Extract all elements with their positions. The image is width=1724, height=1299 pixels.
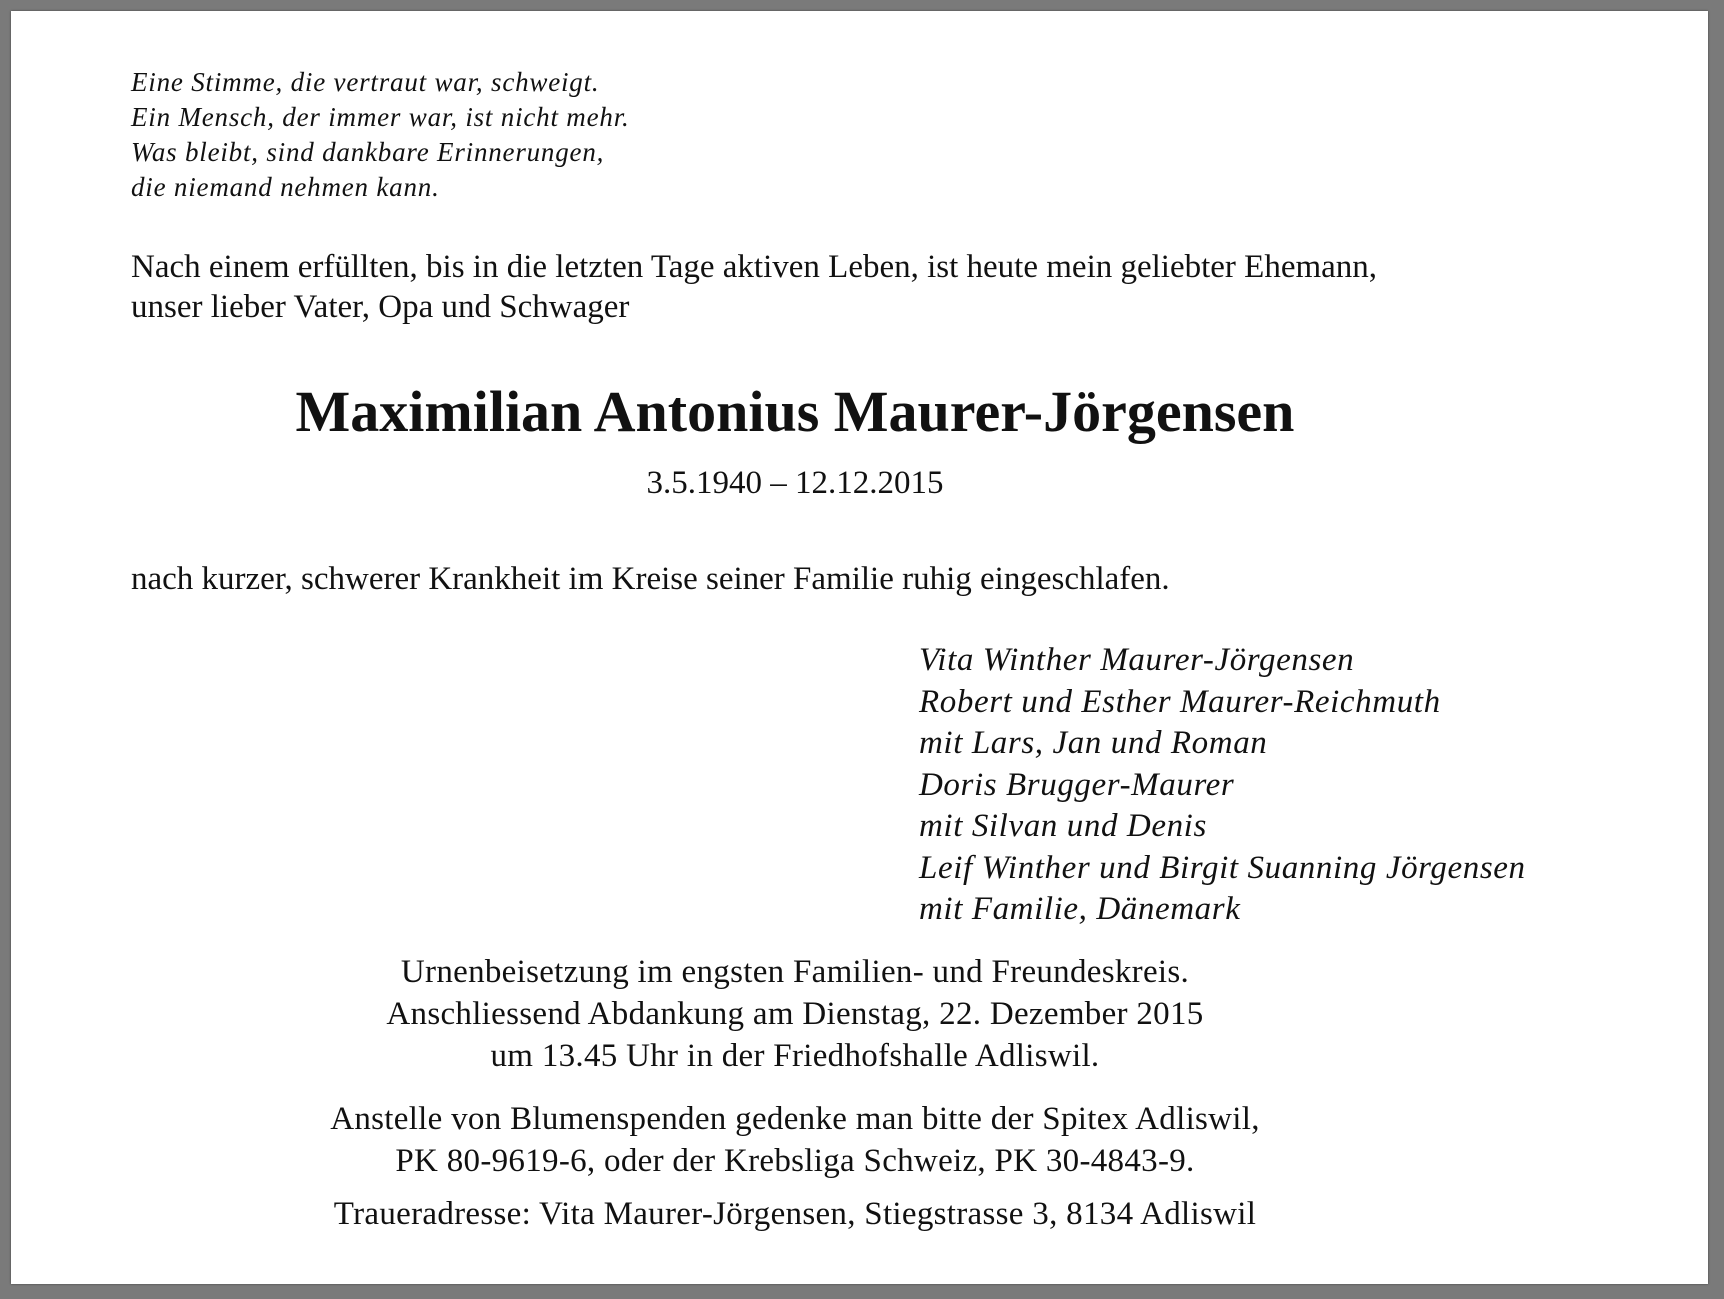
funeral-line: Anschliessend Abdankung am Dienstag, 22. Dezember 2015 [386,996,1204,1032]
intro-text [131,247,1377,327]
funeral-line: um 13.45 Uhr in der Friedhofshalle Adliswil. [490,1038,1100,1074]
mourning-address [11,1193,1579,1235]
life-dates: 3.5.1940 – 12.12.2015 [646,465,944,501]
obituary-page [11,11,1708,1284]
mourner-line: Doris Brugger-Maurer [919,766,1235,803]
mourner-line: mit Silvan und Denis [919,808,1207,844]
mourner-line: Robert und Esther Maurer-Reichmuth [919,683,1441,720]
mourner-line: mit Lars, Jan und Roman [919,725,1268,761]
mourner-line: mit Familie, Dänemark [919,891,1241,927]
mourner-line: Vita Winther Maurer-Jörgensen [919,642,1355,678]
poem-line: Was bleibt, sind dankbare Erinnerungen, [131,137,605,167]
mourner-line: Leif Winther und Birgit Suanning Jörgensen [919,849,1526,886]
donation-info [11,1098,1579,1182]
poem-line: Ein Mensch, der immer war, ist nicht mehr. [131,102,630,132]
poem-line: Eine Stimme, die vertraut war, schweigt. [131,67,600,97]
address-line: Traueradresse: Vita Maurer-Jörgensen, Stiegstrasse 3, 8134 Adliswil [333,1196,1257,1232]
intro-line: Nach einem erfüllten, bis in die letzten Tage aktiven Leben, ist heute mein geliebter Ehemann, [131,249,1378,285]
deceased-name: Maximilian Antonius Maurer-Jörgensen [295,379,1295,444]
funeral-line: Urnenbeisetzung im engsten Familien- und Freundeskreis. [400,954,1190,990]
donation-line: Anstelle von Blumenspenden gedenke man bitte der Spitex Adliswil, [330,1101,1260,1137]
passing-text: nach kurzer, schwerer Krankheit im Kreise seiner Familie ruhig eingeschlafen. [131,561,1170,597]
funeral-info [11,951,1579,1077]
intro-line: unser lieber Vater, Opa und Schwager [131,289,630,325]
poem-line: die niemand nehmen kann. [131,172,440,202]
memorial-poem [131,65,630,205]
mourners-list [919,640,1526,931]
donation-line: PK 80-9619-6, oder der Krebsliga Schweiz, PK 30-4843-9. [395,1143,1195,1179]
